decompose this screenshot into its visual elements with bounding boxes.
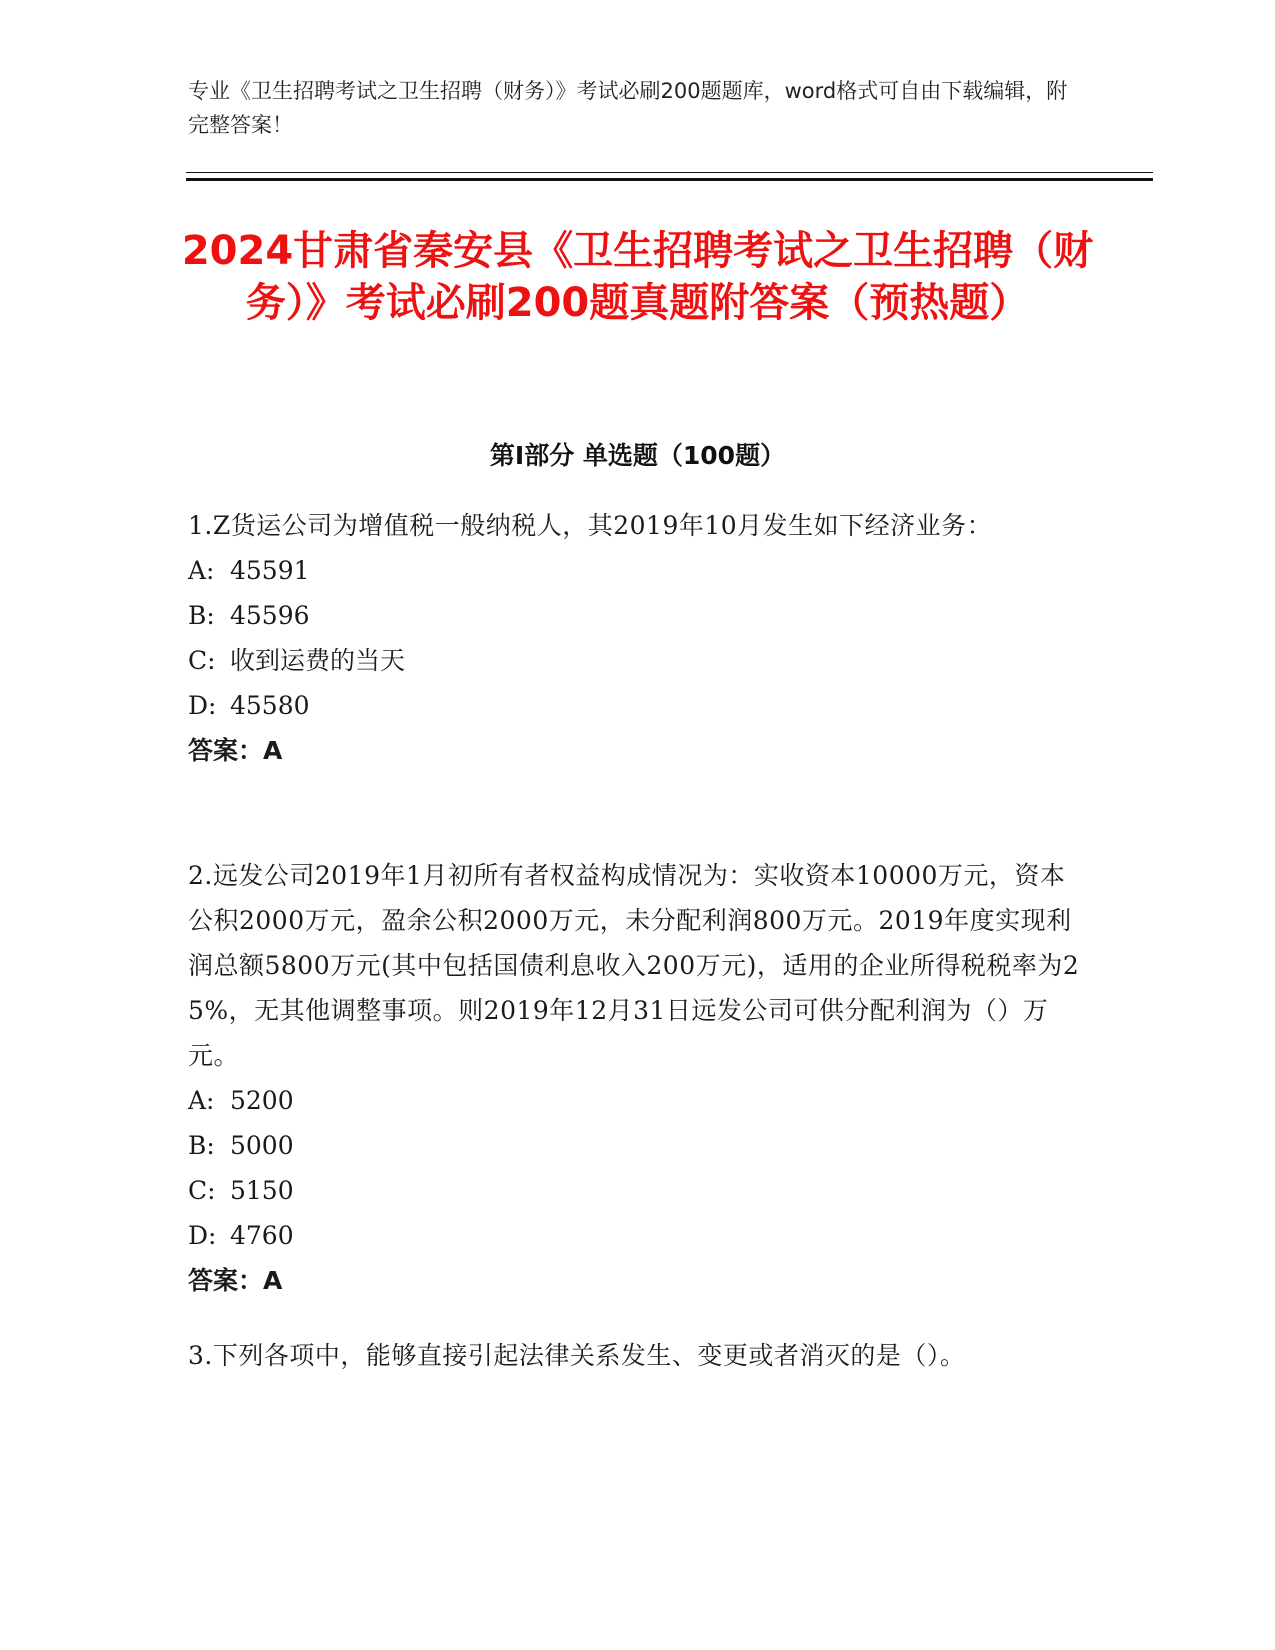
option-letter: A: — [188, 556, 215, 585]
option-letter: C: — [188, 1176, 216, 1205]
option-letter: C: — [188, 646, 216, 675]
option-letter: A: — [188, 1086, 215, 1115]
document-title: 2024甘肃省秦安县《卫生招聘考试之卫生招聘（财务）》考试必刷200题真题附答案（预热题） — [181, 228, 1094, 326]
section-heading: 第Ⅰ部分 单选题（100题） — [489, 441, 786, 470]
option-letter: D: — [188, 1221, 217, 1250]
header-note: 专业《卫生招聘考试之卫生招聘（财务）》考试必刷200题题库，word格式可自由下载编辑，附完整答案！ — [188, 79, 1068, 137]
option-a — [188, 548, 1083, 593]
option-text: 45580 — [230, 691, 310, 720]
option-text: 4760 — [230, 1221, 294, 1250]
option-list — [188, 548, 1083, 728]
option-b — [188, 593, 1083, 638]
option-text: 收到运费的当天 — [230, 646, 406, 675]
option-letter: D: — [188, 691, 217, 720]
question-2 — [188, 853, 1083, 1303]
option-c — [188, 1168, 1083, 1213]
option-text: 5200 — [230, 1086, 294, 1115]
answer-line: 答案：A — [188, 1266, 283, 1295]
question-stem: 3.下列各项中，能够直接引起法律关系发生、变更或者消灭的是（）。 — [188, 1341, 966, 1370]
question-stem: 1.Z货运公司为增值税一般纳税人，其2019年10月发生如下经济业务： — [188, 511, 993, 540]
option-b — [188, 1123, 1083, 1168]
question-stem: 2.远发公司2019年1月初所有者权益构成情况为：实收资本10000万元，资本公积2000万元，盈余公积2000万元，未分配利润800万元。2019年度实现利润总额5800万元(其中包括国债利息收入200万元)，适用的企业所得税税率为25%，无其他调整事项。则2019年12月31日远发公司可供分配利润为（）万元。 — [188, 861, 1080, 1070]
header-divider-thin — [186, 172, 1153, 173]
option-text: 5000 — [230, 1131, 294, 1160]
option-d — [188, 1213, 1083, 1258]
option-letter: B: — [188, 601, 215, 630]
option-list — [188, 1078, 1083, 1258]
option-text: 5150 — [230, 1176, 294, 1205]
option-a — [188, 1078, 1083, 1123]
answer-line: 答案：A — [188, 736, 283, 765]
option-letter: B: — [188, 1131, 215, 1160]
option-text: 45591 — [230, 556, 310, 585]
option-c — [188, 638, 1083, 683]
option-text: 45596 — [230, 601, 310, 630]
question-1 — [188, 503, 1083, 773]
question-3 — [188, 1333, 1083, 1378]
header-divider-thick — [186, 178, 1153, 181]
option-d — [188, 683, 1083, 728]
